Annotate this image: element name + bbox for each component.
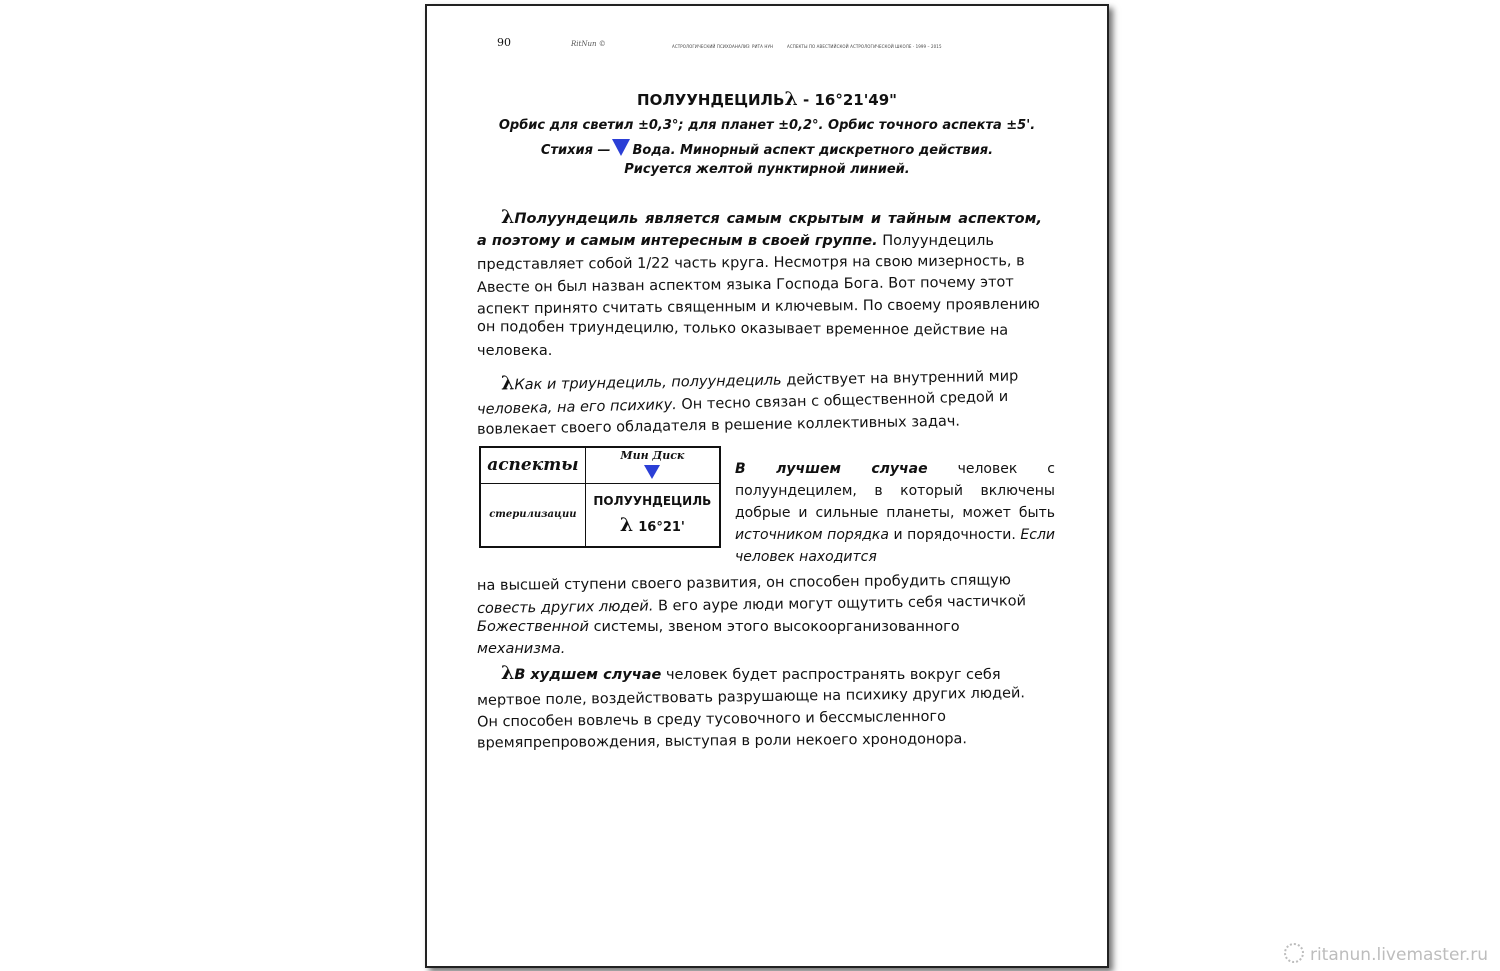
page-number: 90	[497, 36, 511, 49]
running-header-left: АСТРОЛОГИЧЕСКИЙ ПСИХОАНАЛИЗ	[672, 44, 750, 49]
paragraph-3-italic: Божественной	[477, 619, 589, 635]
water-triangle-icon	[612, 139, 630, 156]
author-signature: RitNun ©	[571, 40, 606, 48]
element-line	[427, 139, 1107, 158]
table-header-aspects: аспекты	[480, 447, 585, 483]
paragraph-1-lead: Полуундециль является самым скрытым и тайным аспектом, а поэтому и самым интересным в своей группе.	[477, 211, 1042, 249]
table-header-min	[585, 447, 720, 483]
title-name: ПОЛУУНДЕЦИЛЬ	[637, 91, 785, 109]
paragraph-4-lead: В худшем случае	[514, 667, 662, 683]
paragraph-3-italic: механизма.	[477, 641, 566, 657]
paragraph-2-italic: человека, на его психику.	[476, 397, 678, 418]
paragraph-2-line: вовлекает своего обладателя в решение коллективных задач.	[476, 413, 961, 438]
paragraph-1-line: представляет собой 1/22 часть круга. Несмотря на свою мизерность, в	[476, 253, 1025, 273]
paragraph-4-rest: человек будет распространять вокруг себя	[665, 667, 1001, 683]
aspect-symbol-icon: λ	[619, 513, 634, 536]
table-row-label: стерилизации	[480, 483, 585, 547]
paragraph-1-line: он подобен триундецилю, только оказывает временное действие на	[476, 319, 1009, 339]
aspect-symbol-icon: λ	[784, 88, 798, 110]
paragraph-3-italic: источником порядка	[735, 527, 889, 543]
paragraph-4-line: мертвое поле, воздействовать разрушающе на психику других людей.	[476, 685, 1026, 709]
title-degrees: - 16°21'49"	[803, 91, 897, 109]
paragraph-4-line: времяпрепровождения, выступая в роли некоего хронодонора.	[476, 731, 968, 752]
running-header-mid: РИТА НУН	[752, 44, 774, 49]
aspect-symbol-icon: λ	[500, 372, 515, 395]
aspects-table	[479, 446, 721, 548]
orbs-line: Орбис для светил ±0,3°; для планет ±0,2°. Орбис точного аспекта ±5'.	[498, 118, 1036, 133]
element-rest: Вода. Минорный аспект дискретного действия.	[632, 143, 994, 158]
paragraph-3-text: человек с полуундецилем, в который включены добрые и сильные планеты, может быть	[735, 461, 1055, 521]
table-row-value	[585, 483, 720, 547]
aspect-symbol-icon: λ	[501, 662, 515, 684]
water-triangle-icon	[644, 465, 660, 479]
paragraph-2-lead: Как и триундециль, полуундециль	[514, 372, 782, 394]
paragraph-3-line: на высшей ступени своего развития, он способен пробудить спящую	[476, 572, 1011, 594]
paragraph-3-italic: совесть других людей.	[476, 598, 654, 617]
paragraph-4-line: Он способен вовлечь в среду тусовочного и бессмысленного	[476, 708, 947, 731]
paragraph-3-continuation	[477, 572, 1042, 660]
paragraph-3-rest: В его ауре люди могут ощутить себя частичкой	[657, 593, 1027, 615]
aspect-symbol-icon: λ	[501, 206, 515, 228]
paragraph-3-text2: и порядочности.	[893, 527, 1016, 543]
table-aspect-name: ПОЛУУНДЕЦИЛЬ	[593, 493, 712, 508]
paragraph-3-rest: системы, звеном этого высокоорганизованного	[593, 619, 960, 635]
paragraph-3-lead: В лучшем случае	[735, 461, 928, 477]
paragraph-1-line: человека.	[477, 343, 553, 359]
table-aspect-degree: 16°21'	[638, 519, 685, 535]
page-title	[427, 88, 1107, 110]
drawing-line: Рисуется желтой пунктирной линией.	[624, 162, 910, 177]
document-page	[425, 4, 1109, 968]
paragraph-4	[477, 662, 1042, 752]
paragraph-2	[477, 368, 1042, 436]
paragraph-1-line: Полуундециль	[882, 233, 994, 249]
element-prefix: Стихия —	[540, 143, 611, 158]
paragraph-1	[477, 206, 1042, 362]
mandala-icon	[1284, 943, 1304, 963]
watermark-text: ritanun.livemaster.ru	[1309, 945, 1488, 965]
table-min-label: Мин Диск	[620, 449, 685, 463]
paragraph-1-line: Авесте он был назван аспектом языка Господа Бога. Вот почему этот	[476, 274, 1014, 296]
paragraph-2-rest: действует на внутренний мир	[786, 368, 1019, 389]
watermark	[1284, 943, 1488, 965]
paragraph-1-line: аспект принято считать священным и ключевым. По своему проявлению	[476, 296, 1040, 318]
paragraph-3-italic-end: Если человек находится	[735, 527, 1056, 565]
running-header-right: АСПЕКТЫ ПО АВЕСТИЙСКОЙ АСТРОЛОГИЧЕСКОЙ ШКОЛЕ · 1999 – 2015	[787, 44, 942, 49]
paragraph-2-rest: Он тесно связан с общественной средой и	[681, 388, 1009, 413]
paragraph-3-side	[735, 458, 1055, 568]
